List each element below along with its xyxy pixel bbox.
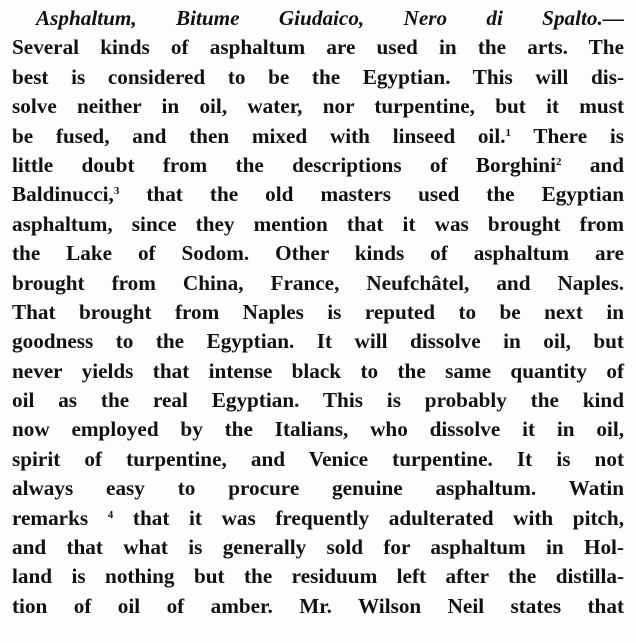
text-line — [12, 151, 624, 180]
text-line: goodness to the Egyptian. It will dissolve in oil, but — [12, 329, 624, 354]
text-fragment: that it was frequently adulterated with pitch, — [132, 505, 625, 530]
text-fragment: be fused, and then mixed with linseed oil. — [12, 123, 506, 148]
paragraph — [12, 4, 624, 621]
text-line: That brought from Naples is reputed to be next in — [12, 299, 624, 324]
text-line: asphaltum, since they mention that it was brought from — [12, 211, 624, 236]
text-fragment: and — [589, 152, 624, 177]
text-fragment: that the old masters used the Egyptian — [146, 182, 624, 207]
footnote-marker: 3 — [113, 185, 120, 198]
text-line: Several kinds of asphaltum are used in the arts. The — [12, 35, 624, 60]
text-line: the Lake of Sodom. Other kinds of asphaltum are — [12, 241, 624, 266]
text-fragment: There is — [533, 123, 624, 148]
text-line: best is considered to be the Egyptian. This will dis- — [12, 64, 624, 89]
text-line — [12, 180, 624, 209]
text-line: always easy to procure genuine asphaltum. Watin — [12, 476, 624, 501]
text-line: spirit of turpentine, and Venice turpentine. It is not — [12, 446, 624, 471]
text-line: and that what is generally sold for asphaltum in Hol- — [12, 535, 624, 560]
text-line: solve neither in oil, water, nor turpentine, but it must — [12, 94, 624, 119]
text-line: oil as the real Egyptian. This is probably the kind — [12, 388, 624, 413]
text-line: tion of oil of amber. Mr. Wilson Neil states that — [12, 593, 624, 618]
footnote-marker: 2 — [555, 155, 562, 168]
text-line: brought from China, France, Neufchâtel, and Naples. — [12, 270, 624, 295]
text-line — [12, 4, 624, 33]
footnote-marker: 1 — [505, 126, 511, 139]
text-line — [12, 504, 624, 533]
text-line — [12, 122, 624, 151]
text-line: now employed by the Italians, who dissolve it in oil, — [12, 417, 624, 442]
text-fragment: little doubt from the descriptions of Borghini — [12, 152, 556, 177]
text-fragment: Baldinucci, — [12, 182, 114, 207]
text-line: never yields that intense black to the same quantity of — [12, 358, 624, 383]
footnote-marker: 4 — [107, 508, 114, 521]
text-fragment: remarks — [12, 505, 89, 530]
text-line: land is nothing but the residuum left after the distilla- — [12, 564, 624, 589]
section-heading: Asphaltum, Bitume Giudaico, Nero di Spalto.— — [36, 6, 624, 30]
